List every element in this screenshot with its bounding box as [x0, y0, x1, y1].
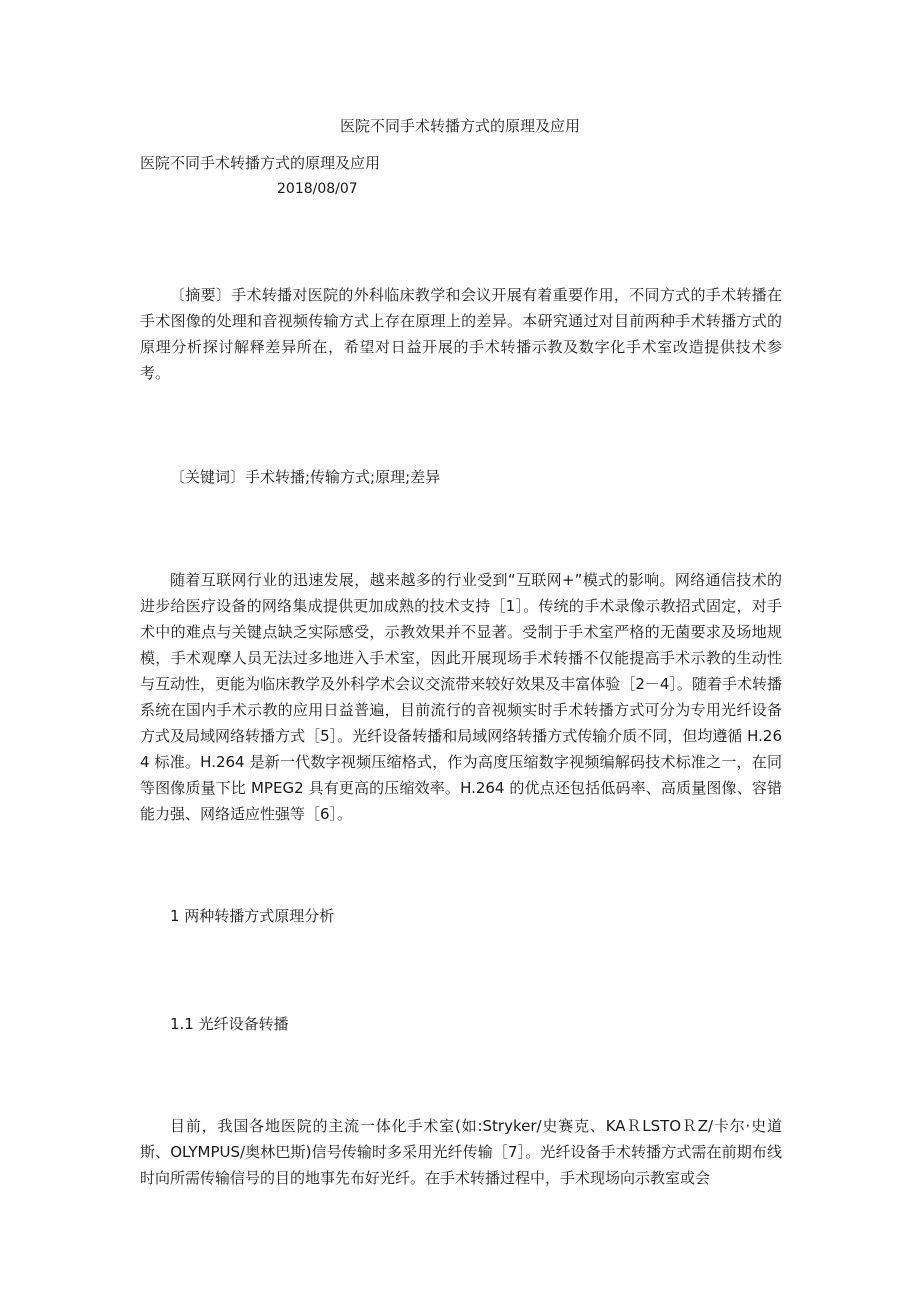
publish-date: 2018/08/07 — [277, 181, 358, 197]
section-heading-1: 1 两种转播方式原理分析 — [170, 907, 335, 925]
fiber-paragraph: 目前，我国各地医院的主流一体化手术室(如:Stryker/史赛克、KAＲLSTOＲZ/卡尔·史道斯、OLYMPUS/奥林巴斯)信号传输时多采用光纤传输［7］。光纤设备手术转播方式需在前期布线时向所需传输信号的目的地事先布好光纤。在手术转播过程中，手术现场向示教室或会 — [140, 1117, 782, 1187]
abstract-paragraph: 〔摘要〕手术转播对医院的外科临床教学和会议开展有着重要作用，不同方式的手术转播在手术图像的处理和音视频传输方式上存在原理上的差异。本研究通过对目前两种手术转播方式的原理分析探讨解释差异所在，希望对日益开展的手术转播示教及数字化手术室改造提供技术参考。 — [140, 286, 782, 382]
intro-paragraph: 随着互联网行业的迅速发展，越来越多的行业受到“互联网+”模式的影响。网络通信技术的进步给医疗设备的网络集成提供更加成熟的技术支持［1］。传统的手术录像示教招式固定，对手术中的难点与关键点缺乏实际感受，示教效果并不显著。受制于手术室严格的无菌要求及场地规模，手术观摩人员无法过多地进入手术室，因此开展现场手术转播不仅能提高手术示教的生动性与互动性，更能为临床教学及外科学术会议交流带来较好效果及丰富体验［2－4］。随着手术转播系统在国内手术示教的应用日益普遍，目前流行的音视频实时手术转播方式可分为专用光纤设备方式及局域网络转播方式［5］。光纤设备转播和局域网络转播方式传输介质不同，但均遵循 H.264 标准。H.264 是新一代数字视频压缩格式，作为高度压缩数字视频编解码技术标准之一，在同等图像质量下比 MPEG2 具有更高的压缩效率。H.264 的优点还包括低码率、高质量图像、容错能力强、网络适应性强等［6］。 — [140, 571, 782, 823]
page-title: 医院不同手术转播方式的原理及应用 — [339, 117, 580, 135]
article-title: 医院不同手术转播方式的原理及应用 — [140, 154, 381, 172]
section-heading-1-1: 1.1 光纤设备转播 — [170, 1015, 289, 1033]
keywords-paragraph: 〔关键词〕手术转播;传输方式;原理;差异 — [170, 468, 441, 486]
